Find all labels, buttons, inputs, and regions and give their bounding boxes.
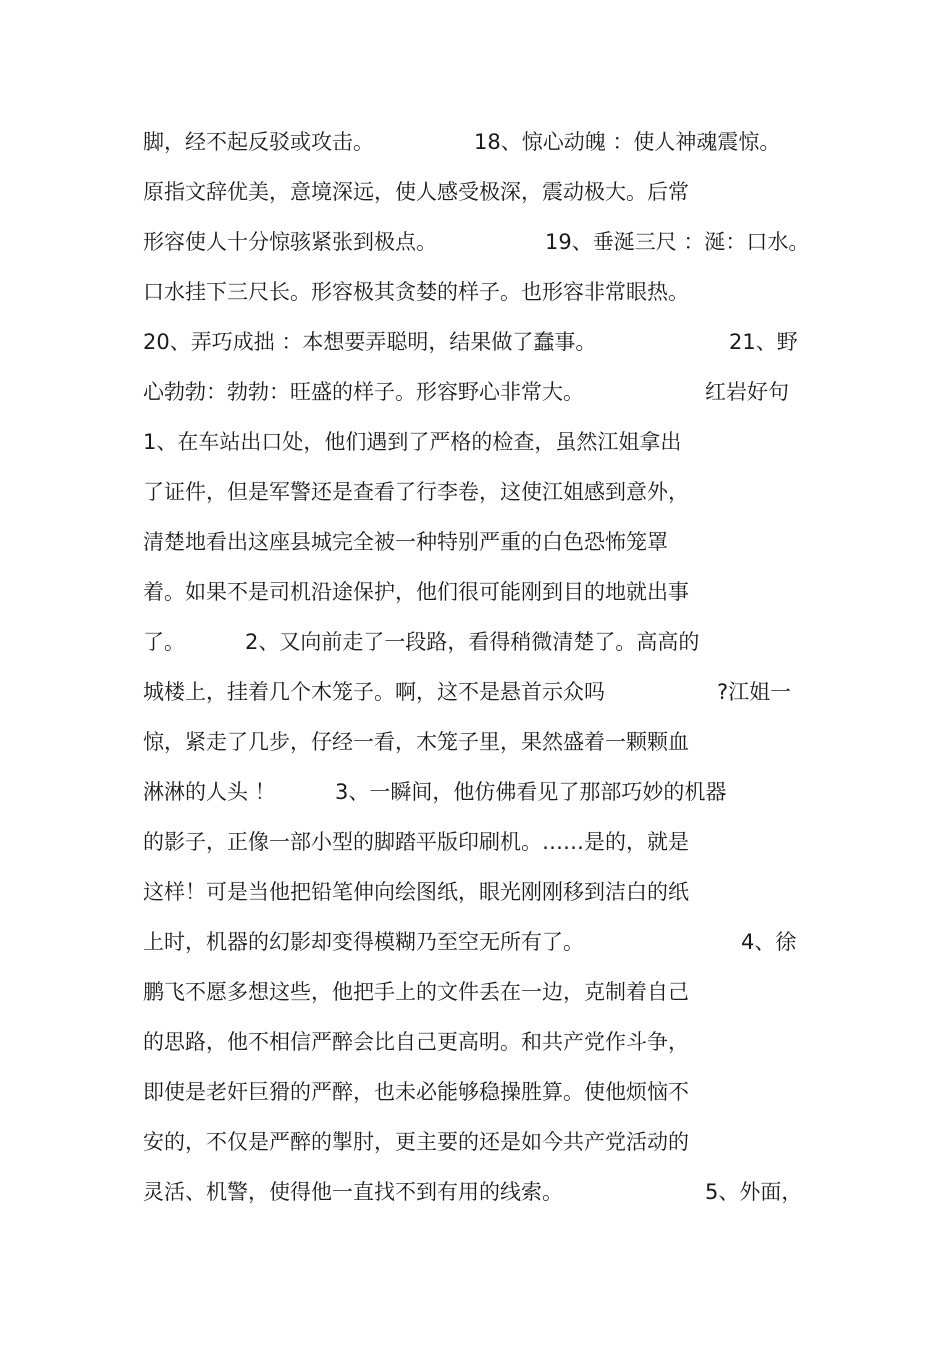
line-1-segment-1: 脚，经不起反驳或攻击。 [143,130,374,154]
text-line-2 [143,176,689,208]
line-22-segment-2: 5、外面， [705,1180,803,1204]
text-line-22 [143,1176,803,1208]
line-19-segment-1: 的思路，他不相信严醉会比自己更高明。和共产党作斗争， [143,1030,689,1054]
line-5-segment-1: 20、弄巧成拙 ：本想要弄聪明，结果做了蠢事。 [143,330,597,354]
text-line-16 [143,876,689,908]
line-9-segment-1: 清楚地看出这座县城完全被一种特别严重的白色恐怖笼罩 [143,530,668,554]
text-line-4 [143,276,689,308]
text-line-18 [143,976,689,1008]
line-8-segment-1: 了证件，但是军警还是查看了行李卷，这使江姐感到意外， [143,480,689,504]
text-line-14 [143,776,727,808]
text-line-19 [143,1026,689,1058]
text-line-5 [143,326,798,358]
line-3-segment-1: 形容使人十分惊骇紧张到极点。 [143,230,437,254]
text-line-13 [143,726,689,758]
text-line-7 [143,426,682,458]
line-16-segment-1: 这样！可是当他把铅笔伸向绘图纸，眼光刚刚移到洁白的纸 [143,880,689,904]
line-7-segment-1: 1、在车站出口处，他们遇到了严格的检查，虽然江姐拿出 [143,430,682,454]
line-14-segment-1: 淋淋的人头 ！ [143,780,276,804]
line-17-segment-1: 上时，机器的幻影却变得模糊乃至空无所有了。 [143,930,584,954]
text-line-17 [143,926,797,958]
line-18-segment-1: 鹏飞不愿多想这些，他把手上的文件丢在一边，克制着自己 [143,980,689,1004]
line-11-segment-1: 了。 [143,630,185,654]
text-line-10 [143,576,689,608]
text-line-1 [143,126,781,158]
line-12-segment-1: 城楼上，挂着几个木笼子。啊，这不是悬首示众吗 [143,680,605,704]
line-22-segment-1: 灵活、机警，使得他一直找不到有用的线索。 [143,1180,563,1204]
line-21-segment-1: 安的，不仅是严醉的掣肘，更主要的还是如今共产党活动的 [143,1130,689,1154]
line-15-segment-1: 的影子，正像一部小型的脚踏平版印刷机。……是的，就是 [143,830,689,854]
line-6-segment-2: 红岩好句 [705,380,789,404]
line-1-segment-2: 18、惊心动魄 ：使人神魂震惊。 [474,130,781,154]
text-line-6 [143,376,789,408]
text-line-3 [143,226,810,258]
line-20-segment-1: 即使是老奸巨猾的严醉，也未必能够稳操胜算。使他烦恼不 [143,1080,689,1104]
line-13-segment-1: 惊，紧走了几步，仔经一看，木笼子里，果然盛着一颗颗血 [143,730,689,754]
line-10-segment-1: 着。如果不是司机沿途保护，他们很可能刚到目的地就出事 [143,580,689,604]
line-2-segment-1: 原指文辞优美，意境深远，使人感受极深，震动极大。后常 [143,180,689,204]
line-11-segment-2: 2、又向前走了一段路，看得稍微清楚了。高高的 [245,630,700,654]
line-6-segment-1: 心勃勃：勃勃：旺盛的样子。形容野心非常大。 [143,380,584,404]
text-line-8 [143,476,689,508]
line-17-segment-2: 4、徐 [741,930,797,954]
text-line-15 [143,826,689,858]
line-3-segment-2: 19、垂涎三尺 ：涎：口水。 [545,230,810,254]
line-5-segment-2: 21、野 [729,330,798,354]
text-line-20 [143,1076,689,1108]
text-line-11 [143,626,700,658]
line-14-segment-2: 3、一瞬间，他仿佛看见了那部巧妙的机器 [335,780,727,804]
text-line-9 [143,526,668,558]
text-line-21 [143,1126,689,1158]
line-4-segment-1: 口水挂下三尺长。形容极其贪婪的样子。也形容非常眼热。 [143,280,689,304]
text-line-12 [143,676,792,708]
line-12-segment-2: ?江姐一 [717,680,792,704]
